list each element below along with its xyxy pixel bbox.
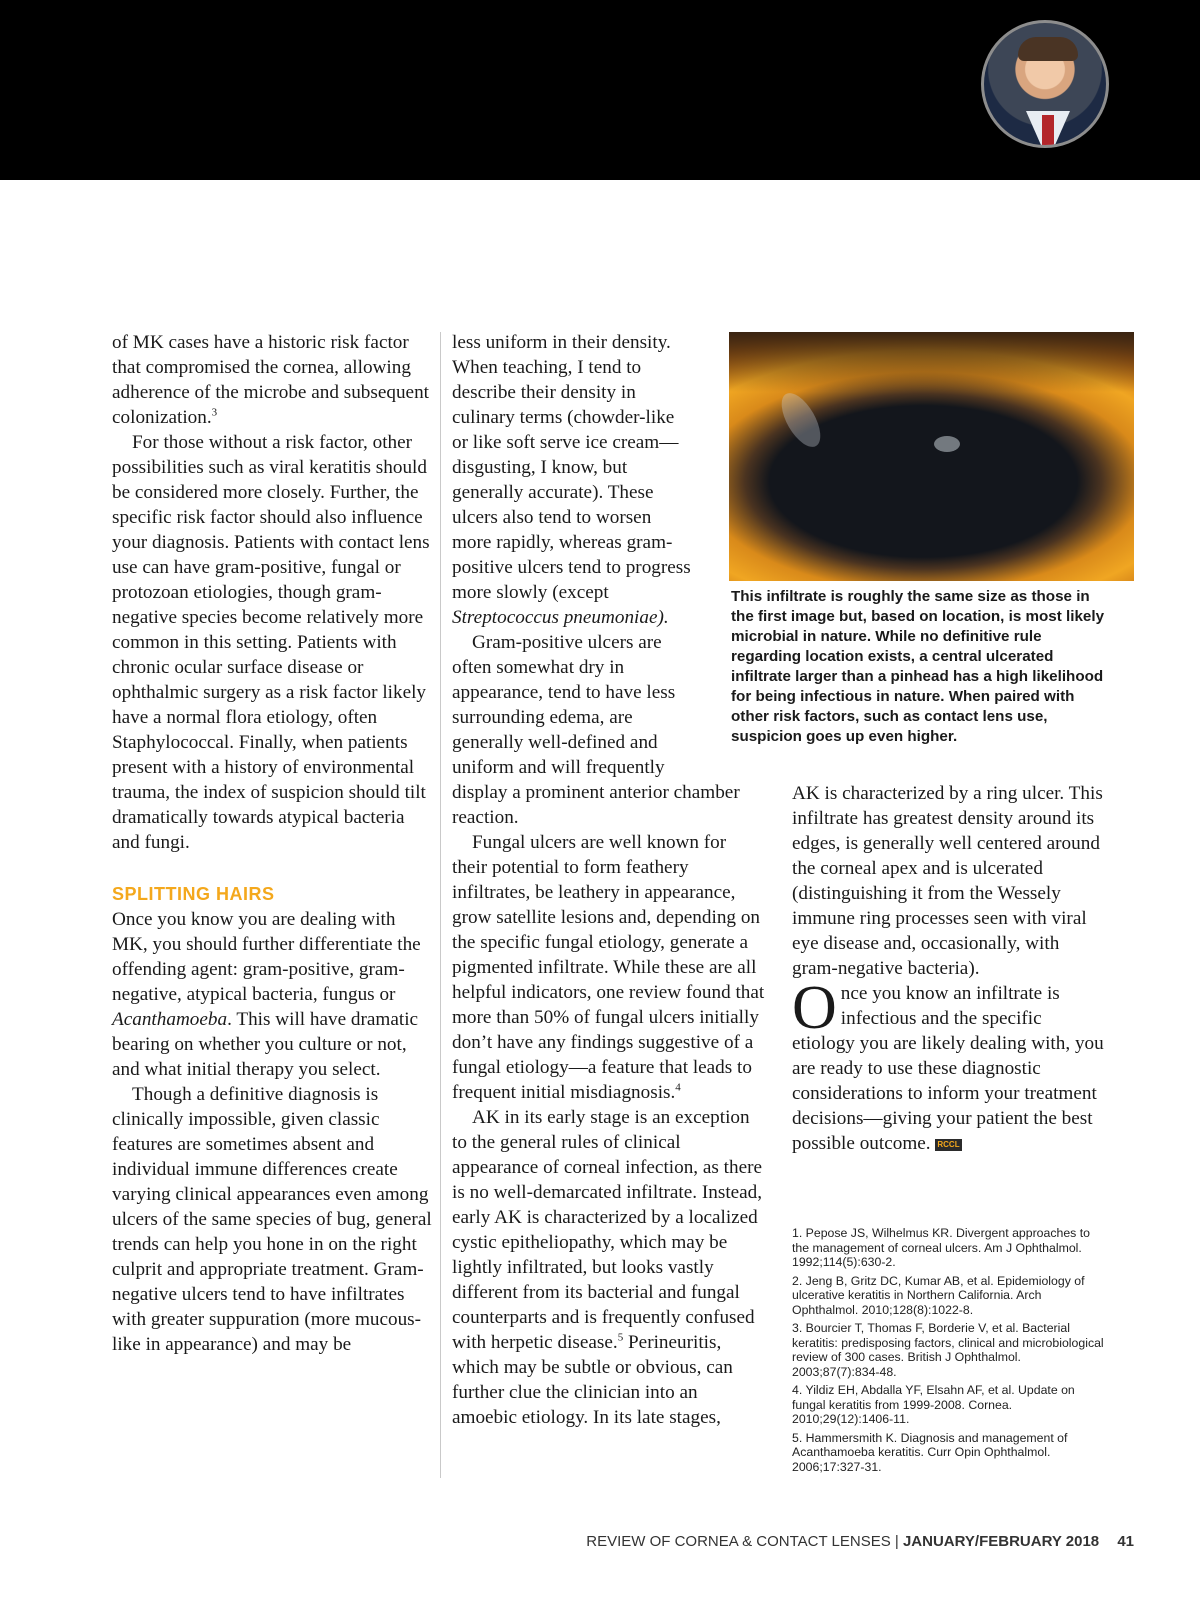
page-number: 41 bbox=[1117, 1533, 1134, 1550]
section-heading: SPLITTING HAIRS bbox=[112, 884, 275, 904]
reference-item: 3. Bourcier T, Thomas F, Borderie V, et al. Bacterial keratitis: predisposing factors, clinical and microbiological review of 300 cases. British J Ophthalmol. 2003;87(7):834-48. bbox=[792, 1321, 1104, 1379]
eye-infiltrate-photo bbox=[729, 332, 1134, 581]
paragraph: of MK cases have a historic risk factor that compromised the cornea, allowing adherence of the microbe and subsequent colonization.$^3$ bbox=[112, 332, 429, 428]
reference-item: 1. Pepose JS, Wilhelmus KR. Divergent approaches to the management of corneal ulcers. Am J Ophthalmol. 1992;114(5):630-2. bbox=[792, 1226, 1091, 1269]
end-mark-icon: RCCL bbox=[937, 1139, 960, 1149]
reference-item: 5. Hammersmith K. Diagnosis and management of Acanthamoeba keratitis. Curr Opin Ophthalmol. 2006;17:327-31. bbox=[792, 1430, 1068, 1474]
paragraph: Though a definitive diagnosis is clinically impossible, given classic features are sometimes absent and individual immune differences create varying clinical appearances even among ulcers of the same species of bug, general trends can help you hone in on the right culprit and appropriate treatment. Gram-negative ulcers tend to have infiltrates with greater suppuration (more mucous-like in appearance) and may be bbox=[112, 1084, 432, 1355]
paragraph: less uniform in their density. When teaching, I tend to describe their density in culinary terms (chowder-like or like soft serve ice cream—disgusting, I know, but generally accurate). These ulcers also tend to worsen more rapidly, whereas gram-positive ulcers tend to progress more slowly (except Streptococcus pneumoniae). bbox=[452, 332, 691, 628]
column-divider bbox=[440, 332, 441, 1478]
paragraph: Fungal ulcers are well known for their potential to form feathery infiltrates, be leathery in appearance, grow satellite lesions and, depending on the specific fungal etiology, generate a pigmented infiltrate. While these are all helpful indicators, one review found that more than 50% of fungal ulcers initially don’t have any findings suggestive of a fungal etiology—a feature that leads to frequent initial misdiagnosis.$^4$ bbox=[452, 832, 765, 1103]
paragraph: display a prominent anterior chamber reaction. bbox=[452, 782, 740, 828]
issue-date: JANUARY/FEBRUARY 2018 bbox=[902, 1533, 1100, 1550]
author-headshot bbox=[981, 20, 1109, 148]
reference-item: 4. Yildiz EH, Abdalla YF, Elsahn AF, et al. Update on fungal keratitis from 1999-2008. Cornea. 2010;29(12):1406-11. bbox=[792, 1383, 1075, 1426]
reference-item: 2. Jeng B, Gritz DC, Kumar AB, et al. Epidemiology of ulcerative keratitis in Northern California. Arch Ophthalmol. 2010;128(8):1022-8. bbox=[792, 1273, 1085, 1317]
drop-cap: O bbox=[792, 974, 837, 1042]
article-column-3 bbox=[792, 781, 1108, 1156]
paragraph: Once you know you are dealing with MK, you should further differentiate the offending agent: gram-positive, gram-negative, atypical bacteria, fungus or Acanthamoeba. This will have dramatic bearing on whether you culture or not, and what initial therapy you select. bbox=[112, 909, 421, 1080]
article-column-1 bbox=[112, 330, 432, 1357]
paragraph: Gram-positive ulcers are often somewhat dry in appearance, tend to have less surrounding edema, are generally well-defined and uniform and will frequently bbox=[452, 632, 676, 778]
paragraph: For those without a risk factor, other possibilities such as viral keratitis should be considered more closely. Further, the specific risk factor should also influence your diagnosis. Patients with contact lens use can have gram-positive, fungal or protozoan etiologies, though gram-negative species become relatively more common in this setting. Patients with chronic ocular surface disease or ophthalmic surgery as a risk factor likely have a normal flora etiology, often Staphylococcal. Finally, when patients present with a history of environmental trauma, the index of suspicion should tilt dramatically towards atypical bacteria and fungi. bbox=[112, 432, 430, 853]
paragraph: AK in its early stage is an exception to the general rules of clinical appearance of corneal infection, as there is no well-demarcated infiltrate. Instead, early AK is characterized by a localized cystic epitheliopathy, which may be lightly infiltrated, but looks vastly different from its bacterial and fungal counterparts and is frequently confused with herpetic disease.$^5$ Perineuritis, which may be subtle or obvious, can further clue the clinician into an amoebic etiology. In its late stages, bbox=[452, 1107, 763, 1428]
article-column-2 bbox=[452, 330, 766, 1430]
publication-name: REVIEW OF CORNEA & CONTACT LENSES | bbox=[586, 1533, 899, 1550]
paragraph: AK is characterized by a ring ulcer. This infiltrate has greatest density around its edges, is generally well centered around the corneal apex and is ulcerated (distinguishing it from the Wessely immune ring processes seen with viral eye disease and, occasionally, with gram-negative bacteria). bbox=[792, 783, 1103, 979]
photo-caption: This infiltrate is roughly the same size as those in the first image but, based on location, is most likely microbial in nature. While no definitive rule regarding location exists, a central ulcerated infiltrate larger than a pinhead has a high likelihood for being infectious in nature. When paired with other risk factors, such as contact lens use, suspicion goes up even higher. bbox=[731, 588, 1105, 745]
closing-paragraph: Once you know an infiltrate is infectious and the specific etiology you are likely dealing with, you are ready to use these diagnostic considerations to inform your treatment decisions—giving your patient the best possible outcome. RCCL bbox=[792, 974, 1104, 1154]
page-footer bbox=[0, 1533, 1134, 1550]
references-list bbox=[792, 1226, 1104, 1478]
